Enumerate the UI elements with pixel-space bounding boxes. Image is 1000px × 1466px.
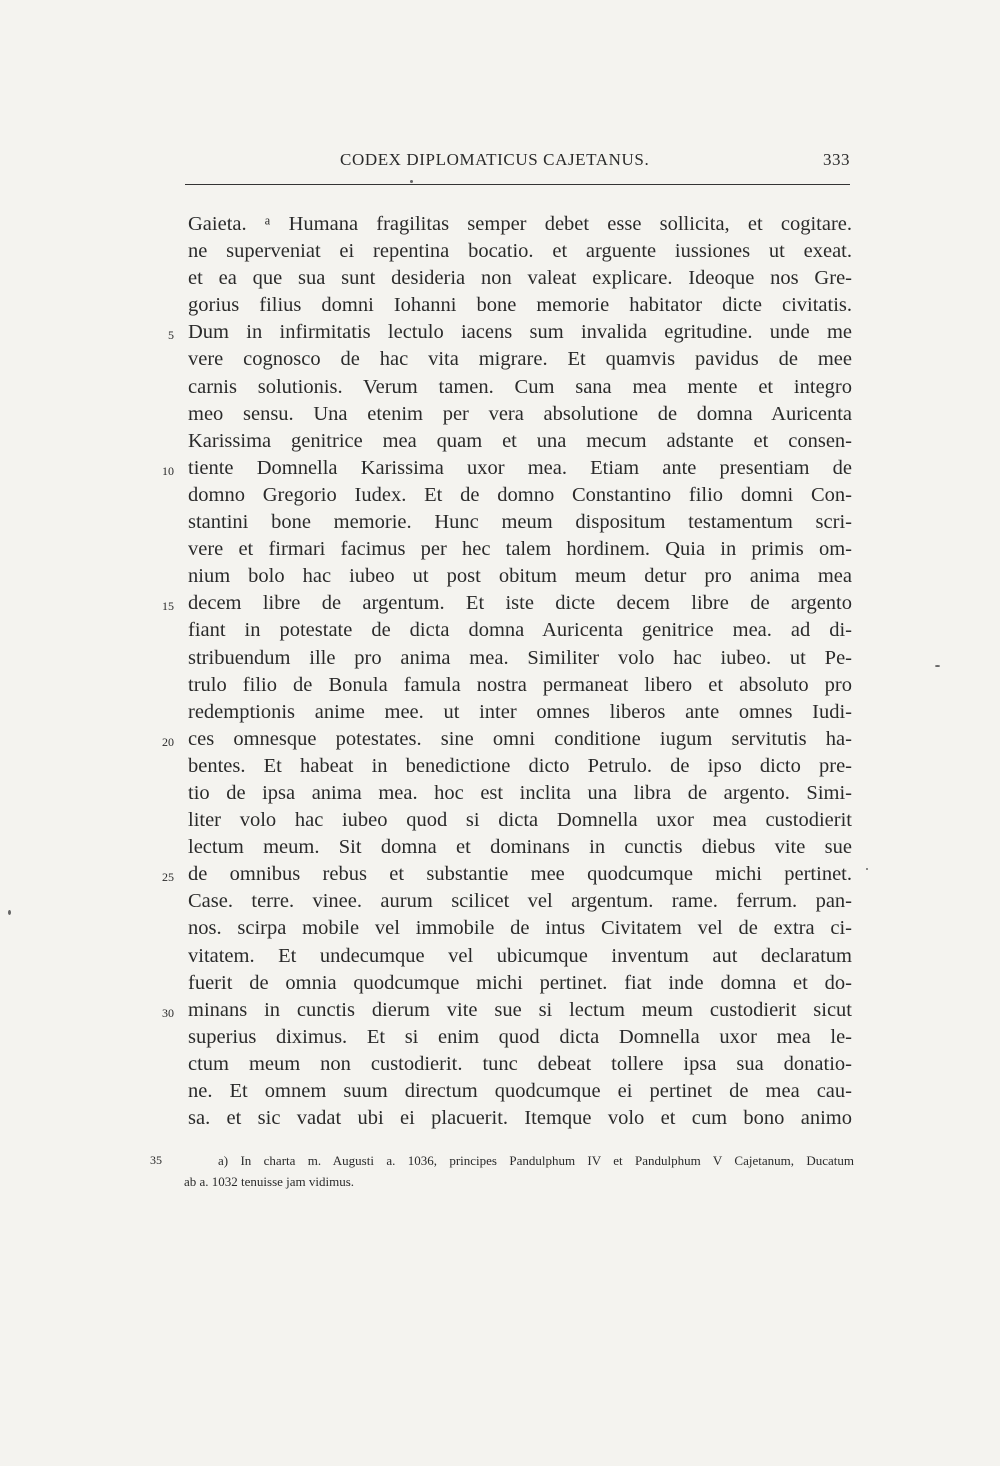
footnote-text: ab a. 1032 tenuisse jam vidimus.: [184, 1174, 355, 1189]
line-text: carnis solutionis. Verum tamen. Cum sana mea mente et integro: [188, 375, 852, 398]
footnote-text: a) In charta m. Augusti a. 1036, principes Pandulphum IV et Pandulphum V Cajetanum, Ducatum: [218, 1153, 854, 1168]
line-text: liter volo hac iubeo quod si dicta Domnella uxor mea custodierit: [188, 809, 852, 832]
text-line: [188, 401, 852, 428]
text-line: [188, 509, 852, 536]
line-text: et ea que sua sunt desideria non valeat explicare. Ideoque nos Gre-: [188, 267, 852, 290]
page-header: [185, 150, 850, 180]
line-text: Case. terre. vinee. aurum scilicet vel argentum. rame. ferrum. pan-: [188, 890, 852, 913]
line-text: Karissima genitrice mea quam et una mecum adstante et consen-: [188, 429, 852, 452]
line-text: fiant in potestate de dicta domna Auricenta genitrice mea. ad di-: [188, 619, 852, 642]
page-number: 333: [823, 150, 850, 169]
text-line: [188, 780, 852, 807]
line-text: ctum meum non custodierit. tunc debeat tollere ipsa sua donatio-: [188, 1052, 852, 1075]
line-text: trulo filio de Bonula famula nostra permaneat libero et absoluto pro: [188, 673, 852, 696]
line-text: decem libre de argentum. Et iste dicte decem libre de argento: [188, 592, 852, 615]
text-line: [188, 1078, 852, 1105]
line-text: lectum meum. Sit domna et dominans in cunctis diebus vite sue: [188, 836, 852, 859]
line-text: Gaieta. ᵃ Humana fragilitas semper debet esse sollicita, et cogitare.: [188, 213, 852, 235]
body-text: [162, 211, 852, 1132]
text-line: [168, 319, 852, 346]
line-text: de omnibus rebus et substantie mee quodcumque michi pertinet.: [188, 863, 852, 886]
line-number: 15: [162, 599, 174, 614]
line-text: domno Gregorio Iudex. Et de domno Constantino filio domni Con-: [188, 483, 852, 506]
line-text: bentes. Et habeat in benedictione dicto Petrulo. de ipso dicto pre-: [188, 754, 852, 777]
text-line: [188, 265, 852, 292]
text-line: [188, 482, 852, 509]
line-text: fuerit de omnia quodcumque michi pertinet. fiat inde domna et do-: [188, 971, 852, 994]
text-line: [188, 834, 852, 861]
line-text: superius diximus. Et si enim quod dicta Domnella uxor mea le-: [188, 1025, 852, 1048]
footnote-line: [150, 1171, 854, 1192]
line-number: 5: [168, 328, 174, 343]
text-line: [188, 672, 852, 699]
text-line: [188, 374, 852, 401]
line-text: ces omnesque potestates. sine omni conditione iugum servitutis ha-: [188, 727, 852, 750]
running-title: CODEX DIPLOMATICUS CAJETANUS.: [340, 150, 650, 169]
text-line: [188, 888, 852, 915]
line-text: Dum in infirmitatis lectulo iacens sum invalida egritudine. unde me: [188, 321, 852, 344]
text-line: [162, 590, 852, 617]
text-line: [188, 292, 852, 319]
line-text: vere cognosco de hac vita migrare. Et quamvis pavidus de mee: [188, 348, 852, 371]
text-line: [188, 699, 852, 726]
line-text: redemptionis anime mee. ut inter omnes liberos ante omnes Iudi-: [188, 700, 852, 723]
paper-speck: [410, 180, 413, 183]
line-text: tio de ipsa anima mea. hoc est inclita una libra de argento. Simi-: [188, 781, 852, 804]
line-text: nos. scirpa mobile vel immobile de intus Civitatem vel de extra ci-: [188, 917, 852, 940]
line-number: 35: [150, 1153, 162, 1167]
text-line: [188, 428, 852, 455]
line-text: stribuendum ille pro anima mea. Similiter volo hac iubeo. ut Pe-: [188, 646, 852, 669]
text-line: [188, 1024, 852, 1051]
text-line: [188, 1051, 852, 1078]
text-line: [188, 346, 852, 373]
line-text: ne superveniat ei repentina bocatio. et arguente iussiones ut exeat.: [188, 240, 852, 263]
line-text: sa. et sic vadat ubi ei placuerit. Itemque volo et cum bono animo: [188, 1107, 852, 1130]
text-line: [162, 726, 852, 753]
line-text: nium bolo hac iubeo ut post obitum meum detur pro anima mea: [188, 565, 852, 588]
text-line: [188, 1105, 852, 1132]
text-line: [188, 807, 852, 834]
text-line: [188, 536, 852, 563]
line-text: vere et firmari facimus per hec talem hordinem. Quia in primis om-: [188, 538, 852, 561]
footnotes: [150, 1150, 854, 1192]
line-text: minans in cunctis dierum vite sue si lectum meum custodierit sicut: [188, 998, 852, 1021]
line-text: stantini bone memorie. Hunc meum dispositum testamentum scri-: [188, 511, 852, 534]
text-line: [188, 211, 852, 238]
line-text: ne. Et omnem suum directum quodcumque ei pertinet de mea cau-: [188, 1080, 852, 1102]
line-number: 30: [162, 1005, 174, 1020]
line-number: 20: [162, 734, 174, 749]
header-rule: [185, 184, 850, 185]
line-number: 25: [162, 870, 174, 885]
text-line: [188, 645, 852, 672]
text-line: [188, 617, 852, 644]
footnote-line: [150, 1150, 854, 1171]
text-line: [188, 943, 852, 970]
text-line: [162, 455, 852, 482]
paper-speck: [866, 868, 868, 870]
text-line: [188, 563, 852, 590]
line-text: meo sensu. Una etenim per vera absolutione de domna Auricenta: [188, 402, 852, 425]
paper-speck: [935, 665, 940, 667]
text-line: [162, 861, 852, 888]
text-line: [188, 915, 852, 942]
paper-speck: [8, 910, 11, 915]
line-number: 10: [162, 463, 174, 478]
line-text: tiente Domnella Karissima uxor mea. Etiam ante presentiam de: [188, 456, 852, 479]
text-line: [162, 997, 852, 1024]
line-text: gorius filius domni Iohanni bone memorie habitator dicte civitatis.: [188, 294, 852, 317]
text-line: [188, 238, 852, 265]
line-text: vitatem. Et undecumque vel ubicumque inventum aut declaratum: [188, 944, 852, 967]
text-line: [188, 970, 852, 997]
text-line: [188, 753, 852, 780]
